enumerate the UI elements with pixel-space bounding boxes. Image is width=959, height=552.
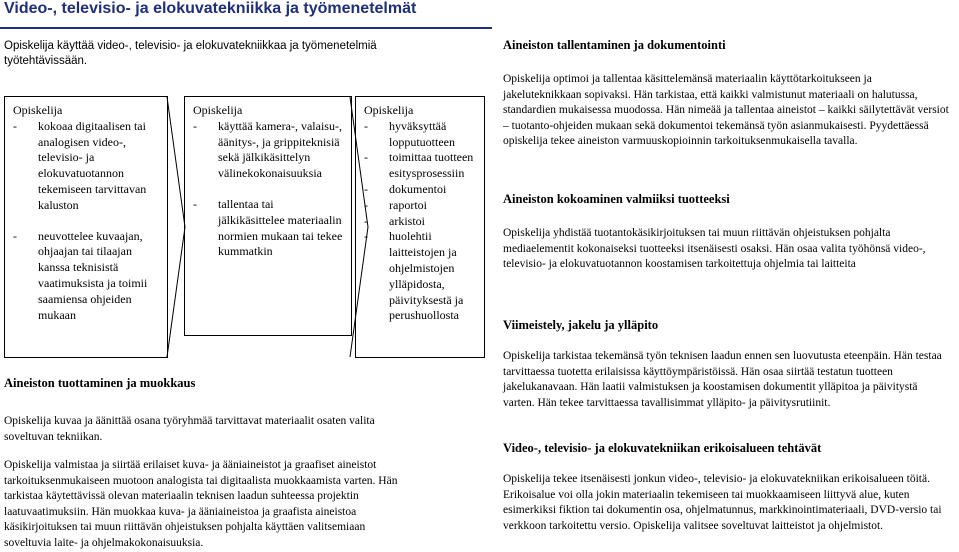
list-item-text: käyttää kamera-, valaisu-, äänitys-, ja grippiteknisiä sekä jälkikäsittelyn välinekokonaisuuksia xyxy=(218,118,342,181)
bullet-dash: - xyxy=(364,197,368,212)
competence-box-1 xyxy=(4,96,168,358)
intro-text: Opiskelija käyttää video-, televisio- ja elokuvatekniikkaa ja työmenetelmiä työtehtävissään. xyxy=(4,40,377,67)
box-list xyxy=(364,119,476,324)
list-item xyxy=(364,119,476,151)
section-paragraph: Opiskelija optimoi ja tallentaa käsittelemänsä materiaalin käyttötarkoitukseen ja jakeluteknikkaan sopivaksi. Hän tarkistaa, että kaikki valmistunut materiaali on halutussa, standardien mukaisessa muodossa. Hän nimeää ja tallentaa aineistot – kaikki säilytettävät versiot – tuotanto-ohjeiden mukaan sekä dokumentoi tekemänsä työn asianmukaisesti. Pyydettäessä opiskelija tekee aineiston varmuuskopioinnin tarkoituksenmukaisella tavalla. xyxy=(503,73,949,148)
bullet-dash: - xyxy=(364,181,368,196)
box-list xyxy=(13,119,159,324)
list-item xyxy=(193,119,343,182)
list-item-text: toimittaa tuotteen esitysprosessiin xyxy=(389,150,474,181)
section-paragraph: Opiskelija tekee itsenäisesti jonkun video-, televisio- ja elokuvatekniikan erikoisalueen töitä. Erikoisalue voi olla jokin materiaalin tekemiseen tai muokkaamiseen liittyvä alue, kuten esimerkiksi fiktion tai dokumentin osa, ohjelmatunnus, markkinointimateriaali, DVD-versio tai verkkoon tarkoitettu versio. Opiskelija valitsee soveltuvat laitteistot ja ohjelmistot. xyxy=(503,473,942,532)
section-heading-storage: Aineiston tallentaminen ja dokumentointi xyxy=(503,38,726,52)
list-item-text: tallentaa tai jälkikäsittelee materiaalin normien mukaan tai tekee kummatkin xyxy=(218,196,343,259)
box-heading: Opiskelija xyxy=(13,103,63,117)
competence-box-3 xyxy=(355,96,485,358)
list-item xyxy=(364,182,476,198)
list-item xyxy=(364,198,476,214)
section-heading-finishing: Viimeistely, jakelu ja ylläpito xyxy=(503,318,659,332)
list-item xyxy=(364,229,476,324)
box-heading: Opiskelija xyxy=(364,103,414,117)
bullet-dash: - xyxy=(193,196,197,211)
list-item xyxy=(13,119,159,214)
section-heading-production: Aineiston tuottaminen ja muokkaus xyxy=(4,376,196,390)
section-paragraph: Opiskelija valmistaa ja siirtää erilaiset kuva- ja ääniaineistot ja graafiset aineistot tarkoituksenmukaiseen muotoon analogista tai digitaalista muokkaamista varten. Hän tarkistaa käytettävissä olevan materiaalin teknisen laadun suhteessa projektin laatuvaatimuksiin. Hän muokkaa kuva- ja ääniaineistoa ja graafista aineistoa käsikirjoituksen tai muun riittävän ohjeistuksen pohjalta käyttäen valitsemiaan soveltuvia laite- ja ohjelmakokonaisuuksia. xyxy=(4,459,398,549)
bullet-dash: - xyxy=(193,118,197,133)
competence-box-2 xyxy=(184,96,352,336)
list-item xyxy=(364,214,476,230)
section-heading-special: Video-, televisio- ja elokuvatekniikan erikoisalueen tehtävät xyxy=(503,441,822,455)
list-item-text: huolehtii laitteistojen ja ohjelmistojen ylläpidosta, päivityksestä ja perushuollosta xyxy=(389,229,464,323)
list-item-text: raportoi xyxy=(389,197,427,212)
bullet-dash: - xyxy=(364,213,368,228)
box-list xyxy=(193,119,343,260)
list-item-text: neuvottelee kuvaajan, ohjaajan tai tilaajan kanssa teknisistä vaatimuksista ja toimii saamiensa ohjeiden mukaan xyxy=(38,228,148,322)
section-paragraph: Opiskelija kuvaa ja äänittää osana työryhmää tarvittavat materiaalit osaten valita soveltuvan tekniikan. xyxy=(4,415,375,443)
bullet-dash: - xyxy=(13,228,17,243)
bullet-dash: - xyxy=(364,118,368,133)
bullet-dash: - xyxy=(13,118,17,133)
title-underline xyxy=(0,27,492,29)
list-item-text: arkistoi xyxy=(389,213,425,228)
list-item-text: dokumentoi xyxy=(389,181,447,196)
list-item xyxy=(364,150,476,182)
list-item-text: kokoaa digitaalisen tai analogisen video-, televisio- ja elokuvatuotannon tekemiseen tarvittavan kaluston xyxy=(38,118,147,212)
page-title: Video-, televisio- ja elokuvatekniikka ja työmenetelmät xyxy=(4,0,417,17)
box-heading: Opiskelija xyxy=(193,103,243,117)
section-paragraph: Opiskelija yhdistää tuotantokäsikirjoituksen tai muun riittävän ohjeistuksen pohjalta mediaelementit kokonaiseksi tuotteeksi itsenäisesti osaksi. Hän osaa valita työhönsä video-, televisio- ja elokuvatuotannon koostamisen tarkoitettuja ohjelmia tai laitteita xyxy=(503,227,926,271)
section-paragraph: Opiskelija tarkistaa tekemänsä työn teknisen laadun ennen sen luovutusta eteenpäin. Hän testaa tarvittaessa tuotetta erilaisissa käyttöympäristöissä. Hän osaa siirtää testatun tuotteen jakelukanavaan. Hän laatii valmistuksen ja koostamisen dokumentit ylläpitoa ja päivitystä varten. Hän tekee tarvittaessa tavallisimmat ylläpito- ja päivitysrutiinit. xyxy=(503,350,942,409)
list-item xyxy=(193,197,343,260)
section-heading-assembly: Aineiston kokoaminen valmiiksi tuotteeksi xyxy=(503,192,730,206)
bullet-dash: - xyxy=(364,229,368,244)
bullet-dash: - xyxy=(364,150,368,165)
list-item xyxy=(13,229,159,324)
list-item-text: hyväksyttää lopputuotteen xyxy=(389,118,455,149)
